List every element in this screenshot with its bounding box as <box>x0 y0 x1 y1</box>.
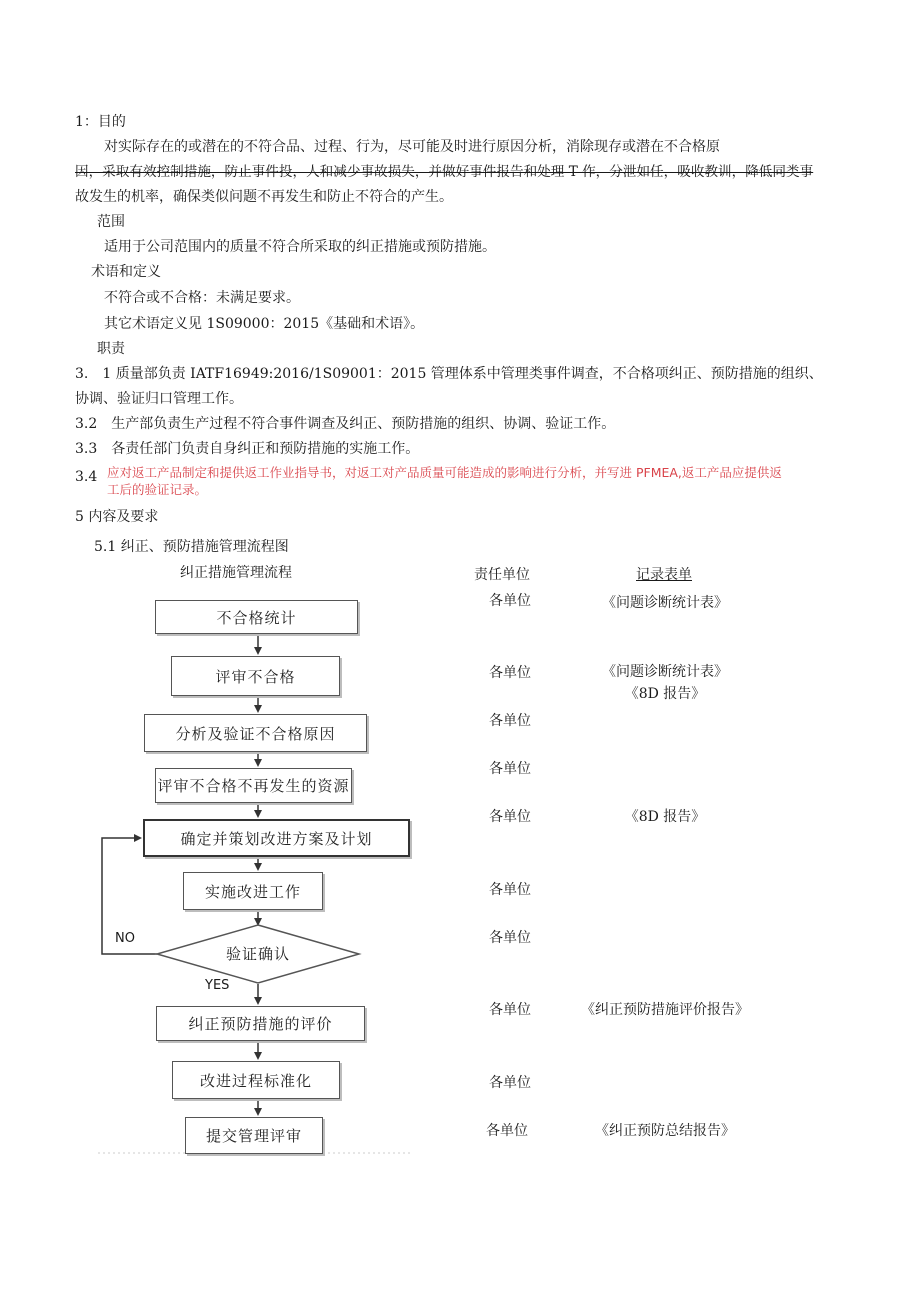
step-management-review: 提交管理评审 <box>185 1117 323 1154</box>
record-2: 《问题诊断统计表》 <box>602 664 728 680</box>
step-evaluate-measures: 纠正预防措施的评价 <box>156 1006 365 1041</box>
step-review-resources: 评审不合格不再发生的资源 <box>155 768 352 803</box>
unit-2: 各单位 <box>489 665 531 681</box>
definition-1: 不符合或不合格：未满足要求。 <box>104 290 300 306</box>
unit-3: 各单位 <box>489 713 531 729</box>
section-1-heading: 1：目的 <box>75 114 126 130</box>
col-header-unit: 责任单位 <box>474 567 530 583</box>
label-no: NO <box>115 931 135 946</box>
section-3-heading: 术语和定义 <box>91 264 161 280</box>
step-analyze-cause: 分析及验证不合格原因 <box>144 714 367 752</box>
resp-3-2: 3.2 生产部负责生产过程不符合事件调查及纠正、预防措施的组织、协调、验证工作。 <box>75 416 616 432</box>
resp-3-4-line-2: 工后的验证记录。 <box>107 482 208 497</box>
record-3: 《8D 报告》 <box>624 686 706 702</box>
step-standardize: 改进过程标准化 <box>172 1061 340 1099</box>
unit-10: 各单位 <box>486 1123 528 1139</box>
col-header-process: 纠正措施管理流程 <box>180 565 292 581</box>
record-5: 《纠正预防措施评价报告》 <box>581 1002 749 1018</box>
record-1: 《问题诊断统计表》 <box>602 595 728 611</box>
purpose-line-1: 对实际存在的或潜在的不符合品、过程、行为，尽可能及时进行原因分析，消除现存或潜在不合格原 <box>104 139 720 155</box>
resp-3-4-number: 3.4 <box>75 469 98 485</box>
resp-3-1-line-1: 3. 1 质量部负责 IATF16949:2016/1S09001：2015 管理体系中管理类事件调查，不合格项纠正、预防措施的组织、 <box>75 366 823 382</box>
resp-3-4-line-1: 应对返工产品制定和提供返工作业指导书，对返工对产品质量可能造成的影响进行分析，并写进 PFMEA,返工产品应提供返 <box>107 465 782 480</box>
unit-1: 各单位 <box>489 593 531 609</box>
step-verify: 验证确认 <box>225 945 290 963</box>
section-2-heading: 范围 <box>97 214 125 230</box>
resp-3-1-line-2: 协调、验证归口管理工作。 <box>75 391 243 407</box>
record-6: 《纠正预防总结报告》 <box>595 1123 735 1139</box>
section-5-heading: 5 内容及要求 <box>75 509 159 525</box>
unit-7: 各单位 <box>489 930 531 946</box>
label-yes: YES <box>205 978 230 993</box>
col-header-record: 记录表单 <box>636 567 692 583</box>
purpose-line-3: 故发生的机率，确保类似问题不再发生和防止不符合的产生。 <box>75 189 453 205</box>
unit-8: 各单位 <box>489 1002 531 1018</box>
unit-9: 各单位 <box>489 1075 531 1091</box>
step-plan-improvement: 确定并策划改进方案及计划 <box>143 819 410 857</box>
purpose-line-2: 因，采取有效控制措施，防止事件投，人和减少事故损失，并做好事件报告和处理 T 作，分泄如任，吸收教训，降低同类事 <box>75 164 814 180</box>
section-5-1-title: 5.1 纠正、预防措施管理流程图 <box>94 539 289 555</box>
definition-2: 其它术语定义见 1S09000：2015《基础和术语》。 <box>104 316 425 332</box>
step-implement: 实施改进工作 <box>183 872 323 910</box>
unit-4: 各单位 <box>489 761 531 777</box>
scope-text: 适用于公司范围内的质量不符合所采取的纠正措施或预防措施。 <box>104 239 496 255</box>
resp-3-3: 3.3 各责任部门负责自身纠正和预防措施的实施工作。 <box>75 441 420 457</box>
section-4-heading: 职责 <box>97 341 125 357</box>
unit-5: 各单位 <box>489 809 531 825</box>
unit-6: 各单位 <box>489 882 531 898</box>
step-review-nonconformity: 评审不合格 <box>171 656 340 696</box>
record-4: 《8D 报告》 <box>624 809 706 825</box>
step-nonconformity-stats: 不合格统计 <box>155 600 358 634</box>
